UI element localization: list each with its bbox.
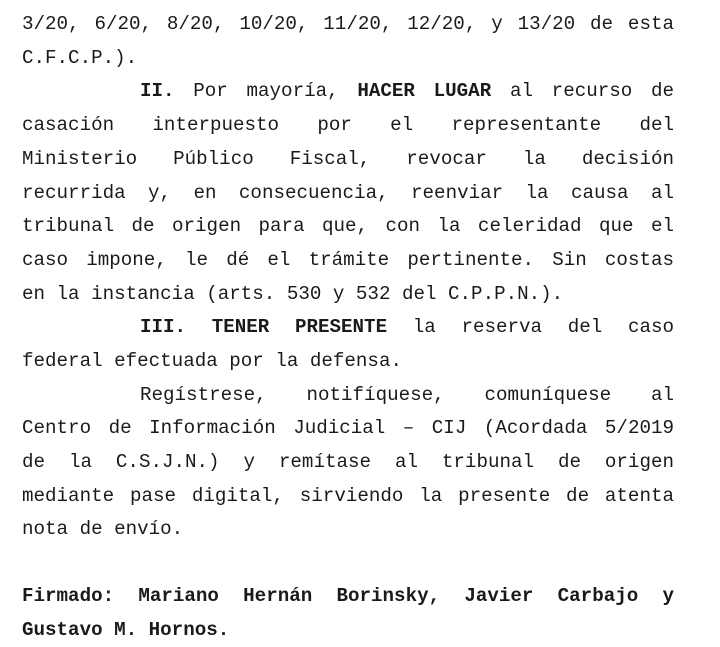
signature-line-2 <box>22 613 674 647</box>
paragraph-4-line-5-text: nota de envío. <box>22 518 184 540</box>
paragraph-4-line-4-text: mediante pase digital, sirviendo la presente de atenta <box>22 485 674 507</box>
paragraph-2-line-3 <box>22 142 674 176</box>
paragraph-4-line-4 <box>22 479 674 513</box>
paragraph-3-resolution: TENER PRESENTE <box>211 316 388 338</box>
paragraph-2-line-3-text: Ministerio Público Fiscal, revocar la decisión <box>22 148 674 170</box>
paragraph-4-line-1-text: Regístrese, notifíquese, comuníquese al <box>140 384 674 406</box>
paragraph-3-line-1 <box>22 310 674 344</box>
paragraph-2-intro: Por mayoría, <box>193 80 339 102</box>
paragraph-2-number: II. <box>140 80 175 102</box>
paragraph-3-line-2-text: federal efectuada por la defensa. <box>22 350 402 372</box>
signature-line-2-text: Gustavo M. Hornos. <box>22 619 230 641</box>
paragraph-4-line-2 <box>22 411 674 445</box>
paragraph-2-line-2 <box>22 108 674 142</box>
paragraph-2-resolution: HACER LUGAR <box>357 80 492 102</box>
paragraph-2-line-6-text: caso impone, le dé el trámite pertinente. Sin costas <box>22 249 674 271</box>
paragraph-3-line-1-rest: la reserva del caso <box>412 316 674 338</box>
paragraph-2-line-6 <box>22 243 674 277</box>
paragraph-2-line-7-text: en la instancia (arts. 530 y 532 del C.P.P.N.). <box>22 283 564 305</box>
paragraph-3-line-2 <box>22 344 674 378</box>
paragraph-1-line-1-text: 3/20, 6/20, 8/20, 10/20, 11/20, 12/20, y 13/20 de esta <box>22 13 674 35</box>
signature-line-1 <box>22 579 674 613</box>
paragraph-2-line-4 <box>22 176 674 210</box>
paragraph-1-line-2-text: C.F.C.P.). <box>22 47 138 69</box>
paragraph-2-line-7 <box>22 277 674 311</box>
paragraph-1-line-1 <box>22 7 674 41</box>
paragraph-1-line-2 <box>22 41 674 75</box>
paragraph-4-line-3 <box>22 445 674 479</box>
paragraph-4-line-5 <box>22 512 674 546</box>
paragraph-2-line-5-text: tribunal de origen para que, con la celeridad que el <box>22 215 674 237</box>
paragraph-2-line-2-text: casación interpuesto por el representante del <box>22 114 674 136</box>
paragraph-2-line-4-text: recurrida y, en consecuencia, reenviar la causa al <box>22 182 674 204</box>
paragraph-2-line-1 <box>22 74 674 108</box>
paragraph-4-line-3-text: de la C.S.J.N.) y remítase al tribunal de origen <box>22 451 674 473</box>
signature-line-1-text: Firmado: Mariano Hernán Borinsky, Javier Carbajo y <box>22 585 674 607</box>
paragraph-4-line-1 <box>22 378 674 412</box>
paragraph-4-line-2-text: Centro de Información Judicial – CIJ (Acordada 5/2019 <box>22 417 674 439</box>
paragraph-2-line-5 <box>22 209 674 243</box>
paragraph-2-line-1-rest: al recurso de <box>509 80 675 102</box>
paragraph-3-number: III. <box>140 316 187 338</box>
